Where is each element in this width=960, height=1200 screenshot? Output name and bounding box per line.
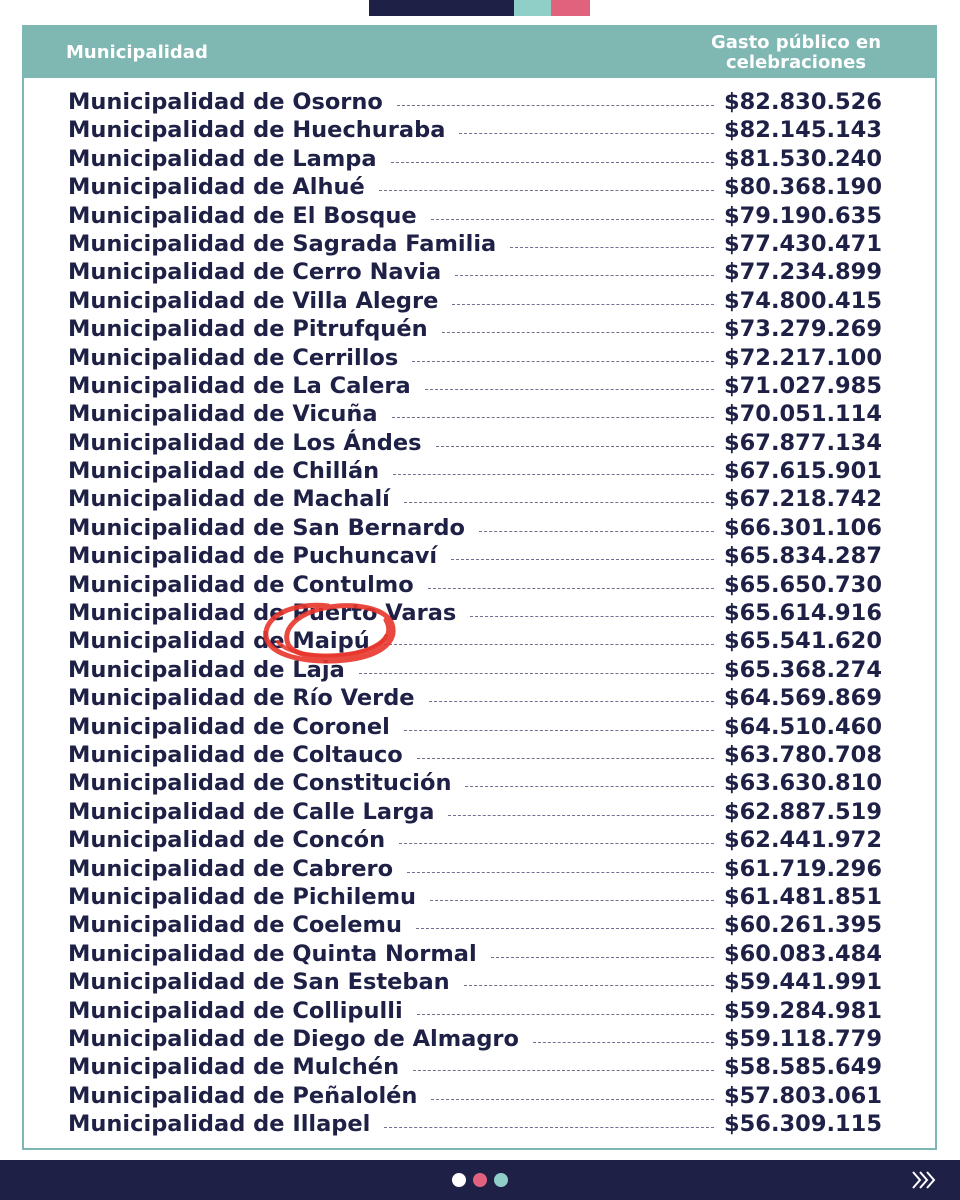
spending-amount: $62.441.972: [724, 827, 882, 854]
spending-amount: $79.190.635: [724, 202, 882, 229]
municipality-name: Municipalidad de Illapel: [68, 1111, 371, 1138]
spending-amount: $80.368.190: [724, 174, 882, 201]
municipality-name: Municipalidad de Diego de Almagro: [68, 1025, 519, 1052]
spending-amount: $63.630.810: [724, 770, 882, 797]
table-row: [68, 856, 882, 884]
municipality-name: Municipalidad de Sagrada Familia: [68, 230, 497, 257]
dotted-leader: [384, 644, 714, 645]
table-row: [68, 827, 882, 855]
dotted-leader: [379, 190, 714, 191]
spending-amount: $61.481.851: [724, 883, 882, 910]
dotted-leader: [392, 417, 714, 418]
table-row: [68, 742, 882, 770]
table-row: [68, 1026, 882, 1054]
table-row: [68, 515, 882, 543]
dotted-leader: [479, 531, 714, 532]
spending-amount: $56.309.115: [724, 1111, 882, 1138]
spending-amount: $65.834.287: [724, 543, 882, 570]
dotted-leader: [425, 389, 714, 390]
spending-amount: $77.234.899: [724, 259, 882, 286]
spending-amount: $59.441.991: [724, 969, 882, 996]
table-header: [24, 27, 935, 78]
table-rows: [68, 89, 882, 1139]
spending-amount: $67.218.742: [724, 486, 882, 513]
municipality-name: Municipalidad de Quinta Normal: [68, 940, 477, 967]
spending-amount: $81.530.240: [724, 145, 882, 172]
table-row: [68, 543, 882, 571]
spending-amount: $64.569.869: [724, 685, 882, 712]
municipality-name: Municipalidad de Huechuraba: [68, 117, 446, 144]
dotted-leader: [413, 1070, 714, 1071]
spending-amount: $82.145.143: [724, 117, 882, 144]
header-municipality: Municipalidad: [66, 42, 208, 63]
dotted-leader: [431, 1099, 714, 1100]
chevrons-right-icon[interactable]: [910, 1169, 938, 1191]
spending-amount: $77.430.471: [724, 230, 882, 257]
table-row: [68, 1083, 882, 1111]
spending-amount: $67.877.134: [724, 429, 882, 456]
header-spending: [701, 33, 891, 73]
table-row: [68, 998, 882, 1026]
dotted-leader: [417, 758, 714, 759]
municipality-name: Municipalidad de Osorno: [68, 89, 383, 115]
spending-amount: $64.510.460: [724, 713, 882, 740]
dotted-leader: [464, 985, 714, 986]
municipality-name: Municipalidad de Pichilemu: [68, 883, 417, 910]
spending-amount: $58.585.649: [724, 1054, 882, 1081]
municipality-name: Municipalidad de Calle Larga: [68, 798, 435, 825]
dotted-leader: [429, 701, 714, 702]
table-row: [68, 941, 882, 969]
spending-amount: $72.217.100: [724, 344, 882, 371]
dotted-leader: [465, 786, 714, 787]
dotted-leader: [412, 361, 714, 362]
header-spending-line2: celebraciones: [725, 51, 867, 73]
dotted-leader: [404, 730, 714, 731]
spending-amount: $60.083.484: [724, 940, 882, 967]
spending-amount: $60.261.395: [724, 912, 882, 939]
municipality-name: Municipalidad de San Esteban: [68, 969, 450, 996]
accent-strip-teal: [514, 0, 551, 16]
accent-strip-pink: [551, 0, 590, 16]
municipality-name: Municipalidad de Concón: [68, 827, 386, 854]
table-row: [68, 770, 882, 798]
spending-amount: $65.650.730: [724, 571, 882, 598]
spending-amount: $65.614.916: [724, 600, 882, 627]
table-row: [68, 458, 882, 486]
dotted-leader: [491, 957, 714, 958]
table-row: [68, 231, 882, 259]
municipality-name: Municipalidad de El Bosque: [68, 202, 417, 229]
municipality-name: Municipalidad de Collipulli: [68, 997, 403, 1024]
dotted-leader: [459, 133, 714, 134]
municipality-name: Municipalidad de Pitrufquén: [68, 316, 428, 343]
spending-amount: $71.027.985: [724, 372, 882, 399]
table-row: [68, 685, 882, 713]
municipality-name: Municipalidad de Los Ándes: [68, 429, 422, 456]
dotted-leader: [448, 815, 714, 816]
table-row: [68, 884, 882, 912]
table-row: [68, 203, 882, 231]
dotted-leader: [430, 900, 714, 901]
dotted-leader: [428, 588, 714, 589]
municipality-name: Municipalidad de Cerrillos: [68, 344, 399, 371]
municipality-name: Municipalidad de Río Verde: [68, 685, 415, 712]
spending-amount: $82.830.526: [724, 89, 882, 115]
spending-table: [22, 25, 937, 1150]
dotted-leader: [436, 446, 714, 447]
dotted-leader: [359, 673, 714, 674]
table-row: [68, 146, 882, 174]
dotted-leader: [397, 105, 714, 106]
accent-strip-navy: [369, 0, 514, 16]
municipality-name: Municipalidad de San Bernardo: [68, 514, 465, 541]
table-row: [68, 572, 882, 600]
dotted-leader: [407, 872, 714, 873]
table-row: [68, 969, 882, 997]
dotted-leader: [416, 928, 714, 929]
municipality-name: Municipalidad de Peñalolén: [68, 1082, 418, 1109]
dotted-leader: [399, 843, 714, 844]
dotted-leader: [510, 247, 714, 248]
table-row: [68, 373, 882, 401]
table-row: [68, 117, 882, 145]
municipality-name: Municipalidad de Lampa: [68, 145, 377, 172]
municipality-name: Municipalidad de Contulmo: [68, 571, 414, 598]
municipality-name: Municipalidad de Coelemu: [68, 912, 402, 939]
municipality-name: Municipalidad de Puchuncaví: [68, 543, 438, 570]
municipality-name: Municipalidad de Constitución: [68, 770, 452, 797]
spending-amount: $59.118.779: [724, 1025, 882, 1052]
municipality-name: Municipalidad de Puerto Varas: [68, 600, 457, 627]
spending-amount: $65.368.274: [724, 656, 882, 683]
dotted-leader: [442, 332, 714, 333]
municipality-name: Municipalidad de Vicuña: [68, 401, 378, 428]
header-spending-line1: Gasto público en: [710, 31, 882, 53]
table-row: [68, 89, 882, 117]
dotted-leader: [451, 559, 714, 560]
dotted-leader: [384, 1127, 714, 1128]
municipality-name: Municipalidad de Machalí: [68, 486, 390, 513]
table-row: [68, 628, 882, 656]
spending-amount: $62.887.519: [724, 798, 882, 825]
spending-amount: $57.803.061: [724, 1082, 882, 1109]
table-row: [68, 430, 882, 458]
spending-amount: $65.541.620: [724, 628, 882, 655]
dotted-leader: [533, 1042, 714, 1043]
page-dot-3[interactable]: [494, 1173, 508, 1187]
table-row: [68, 1111, 882, 1139]
municipality-name: Municipalidad de Mulchén: [68, 1054, 400, 1081]
table-row: [68, 486, 882, 514]
dotted-leader: [431, 219, 714, 220]
table-row: [68, 401, 882, 429]
dotted-leader: [452, 304, 714, 305]
spending-amount: $70.051.114: [724, 401, 882, 428]
table-row: [68, 316, 882, 344]
municipality-name: Municipalidad de Cerro Navia: [68, 259, 442, 286]
table-row: [68, 714, 882, 742]
spending-amount: $73.279.269: [724, 316, 882, 343]
page-dot-1[interactable]: [452, 1173, 466, 1187]
top-accent-strip: [369, 0, 590, 16]
municipality-name: Municipalidad de Chillán: [68, 458, 380, 485]
municipality-name: Municipalidad de Cabrero: [68, 855, 394, 882]
table-row: [68, 657, 882, 685]
table-row: [68, 345, 882, 373]
municipality-name: Municipalidad de Laja: [68, 656, 345, 683]
spending-amount: $67.615.901: [724, 458, 882, 485]
table-row: [68, 912, 882, 940]
municipality-name: Municipalidad de Villa Alegre: [68, 287, 439, 314]
dotted-leader: [391, 162, 714, 163]
spending-amount: $61.719.296: [724, 855, 882, 882]
page-indicator: [452, 1173, 508, 1187]
dotted-leader: [393, 474, 714, 475]
table-row: [68, 600, 882, 628]
page-dot-2[interactable]: [473, 1173, 487, 1187]
table-row: [68, 259, 882, 287]
municipality-name: Municipalidad de Coltauco: [68, 741, 403, 768]
municipality-name: Municipalidad de Alhué: [68, 174, 365, 201]
table-row: [68, 1054, 882, 1082]
table-row: [68, 174, 882, 202]
table-row: [68, 288, 882, 316]
dotted-leader: [470, 616, 714, 617]
spending-amount: $66.301.106: [724, 514, 882, 541]
spending-amount: $63.780.708: [724, 741, 882, 768]
dotted-leader: [404, 502, 714, 503]
spending-amount: $59.284.981: [724, 997, 882, 1024]
municipality-name: Municipalidad de Coronel: [68, 713, 390, 740]
dotted-leader: [455, 275, 714, 276]
municipality-name: Municipalidad de Maipú: [68, 628, 370, 655]
footer-bar: [0, 1160, 960, 1200]
table-row: [68, 799, 882, 827]
municipality-name: Municipalidad de La Calera: [68, 372, 411, 399]
dotted-leader: [417, 1014, 714, 1015]
spending-amount: $74.800.415: [724, 287, 882, 314]
